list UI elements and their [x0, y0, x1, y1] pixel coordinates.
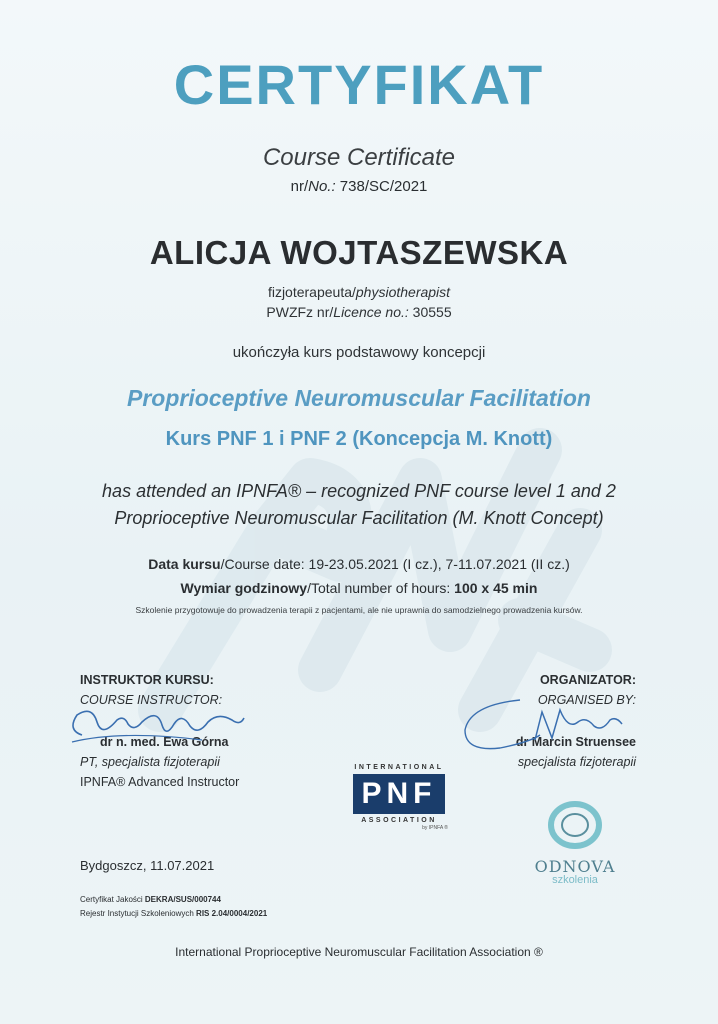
profession-en: physiotherapist [355, 284, 451, 300]
recipient-name: ALICJA WOJTASZEWSKA [149, 234, 569, 271]
registry-line [80, 907, 267, 921]
instructor-label: INSTRUKTOR KURSU: [80, 673, 214, 687]
ipnfa-logo [350, 764, 448, 842]
quality-line [80, 893, 267, 907]
certificate-subtitle: Course Certificate [262, 144, 456, 171]
ipnfa-logo-bottom: ASSOCIATION [361, 817, 437, 824]
instructor-title-2: IPNFA® Advanced Instructor [80, 775, 240, 789]
odnova-logo-name: ODNOVA [534, 857, 616, 876]
registry-value: RIS 2.04/0004/2021 [196, 909, 268, 918]
license-value: 30555 [408, 304, 452, 320]
organizer-label-en: ORGANISED BY: [537, 693, 636, 707]
ipnfa-logo-top: INTERNATIONAL [354, 764, 444, 771]
ipnfa-logo-main: PNF [353, 774, 445, 814]
hours-label-en: /Total number of hours: [307, 580, 455, 596]
instructor-label-en: COURSE INSTRUCTOR: [80, 693, 223, 707]
odnova-logo-sub: szkolenia [552, 874, 598, 886]
ipnfa-logo-small: by IPNFA ® [422, 825, 448, 831]
date-label-en: /Course date: [220, 556, 309, 572]
certificate-title: CERTYFIKAT [173, 53, 545, 116]
organizer-label: ORGANIZATOR: [539, 673, 636, 687]
quality-info [80, 893, 267, 921]
certificate-number [0, 178, 718, 195]
attended-line-2: Proprioceptive Neuromuscular Facilitation (M. Knott Concept) [114, 508, 604, 528]
course-name-en: Proprioceptive Neuromuscular Facilitation [127, 385, 591, 411]
organizer-signature [460, 690, 630, 760]
certificate-number-value: 738/SC/2021 [335, 178, 428, 195]
course-name-pl: Kurs PNF 1 i PNF 2 (Koncepcja M. Knott) [165, 428, 553, 450]
registry-label: Rejestr Instytucji Szkoleniowych [80, 909, 197, 918]
quality-value: DEKRA/SUS/000744 [144, 895, 221, 904]
association-footer: International Proprioceptive Neuromuscular Facilitation Association ® [175, 945, 543, 959]
license-label-pl: PWZFz nr/ [266, 304, 334, 320]
course-note: Szkolenie przygotowuje do prowadzenia terapii z pacjentami, ale nie uprawnia do samodzielnego prowadzenia kursów. [135, 605, 583, 615]
city-date: Bydgoszcz, 11.07.2021 [80, 858, 215, 873]
date-label-pl: Data kursu [148, 556, 221, 572]
instructor-name: dr n. med. Ewa Górna [100, 735, 229, 749]
profession-pl: fizjoterapeuta/ [267, 284, 356, 300]
hours-value: 100 x 45 min [454, 580, 538, 596]
date-value: 19-23.05.2021 (I cz.), 7-11.07.2021 (II cz.) [308, 556, 570, 572]
completed-text: ukończyła kurs podstawowy koncepcji [232, 344, 486, 361]
attended-statement [0, 478, 718, 532]
course-dates [0, 556, 718, 572]
recipient-profession [0, 284, 718, 300]
certificate-number-prefix-en: No.: [308, 178, 336, 195]
hours-label-pl: Wymiar godzinowy [180, 580, 308, 596]
recipient-license [0, 304, 718, 320]
instructor-title-1: PT, specjalista fizjoterapii [80, 755, 220, 769]
odnova-ring-icon [546, 800, 604, 850]
organizer-title: specjalista fizjoterapii [517, 755, 636, 769]
odnova-logo [520, 800, 630, 886]
attended-line-1: has attended an IPNFA® – recognized PNF course level 1 and 2 [102, 481, 616, 501]
instructor-signature [62, 700, 252, 750]
organizer-name: dr Marcin Struensee [515, 735, 636, 749]
quality-label: Certyfikat Jakości [80, 895, 145, 904]
license-label-en: Licence no.: [333, 304, 409, 320]
certificate-number-prefix: nr/ [290, 178, 309, 195]
course-hours [0, 580, 718, 596]
